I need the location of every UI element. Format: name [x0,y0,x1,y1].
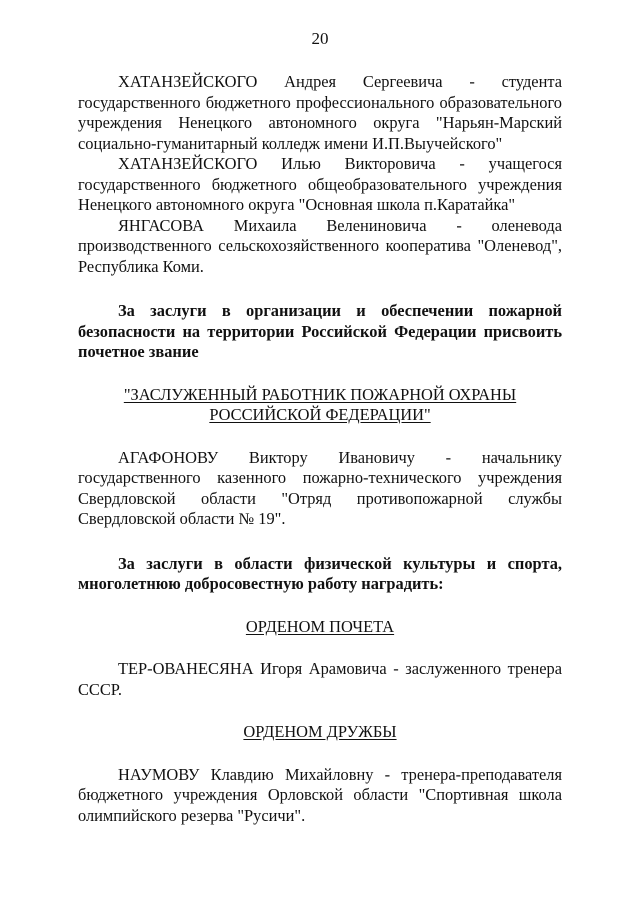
page-number: 20 [311,29,329,48]
award-entry: ХАТАНЗЕЙСКОГО Андрея Сергеевича - студента государственного бюджетного профессионального образовательного учреждения Ненецкого автономного округа "Нарьян-Марский социально-гуманитарный колледж имени И.П.Выучейского" [78,72,562,153]
decree-fire-safety: За заслуги в организации и обеспечении пожарной безопасности на территории Российской Федерации присвоить почетное звание [78,301,562,361]
fire-award-recipient: АГАФОНОВУ Виктору Ивановичу - начальнику государственного казенного пожарно-технического учреждения Свердловской области "Отряд противопожарной службы Свердловской области № 19". [78,447,562,528]
order-of-friendship-heading: ОРДЕНОМ ДРУЖБЫ [243,722,397,741]
document-body [78,72,562,826]
order-of-honor-heading: ОРДЕНОМ ПОЧЕТА [245,616,395,636]
honorary-title-line-2: РОССИЙСКОЙ ФЕДЕРАЦИИ" [209,405,431,424]
friendship-recipient: НАУМОВУ Клавдию Михайловну - тренера-преподавателя бюджетного учреждения Орловской области "Спортивная школа олимпийского резерва "Русичи". [78,764,562,825]
honor-recipient: ТЕР-ОВАНЕСЯНА Игоря Арамовича - заслуженного тренера СССР. [78,659,562,699]
honorary-title-line-1: "ЗАСЛУЖЕННЫЙ РАБОТНИК ПОЖАРНОЙ ОХРАНЫ [123,384,517,404]
award-entry: ЯНГАСОВА Михаила Велениновича - оленевода производственного сельскохозяйственного кооператива "Оленевод", Республика Коми. [78,215,562,276]
award-entry: ХАТАНЗЕЙСКОГО Илью Викторовича - учащегося государственного бюджетного общеобразовательного учреждения Ненецкого автономного округа "Основная школа п.Каратайка" [78,154,562,214]
decree-sport: За заслуги в области физической культуры и спорта, многолетнюю добросовестную работу наградить: [78,553,562,593]
